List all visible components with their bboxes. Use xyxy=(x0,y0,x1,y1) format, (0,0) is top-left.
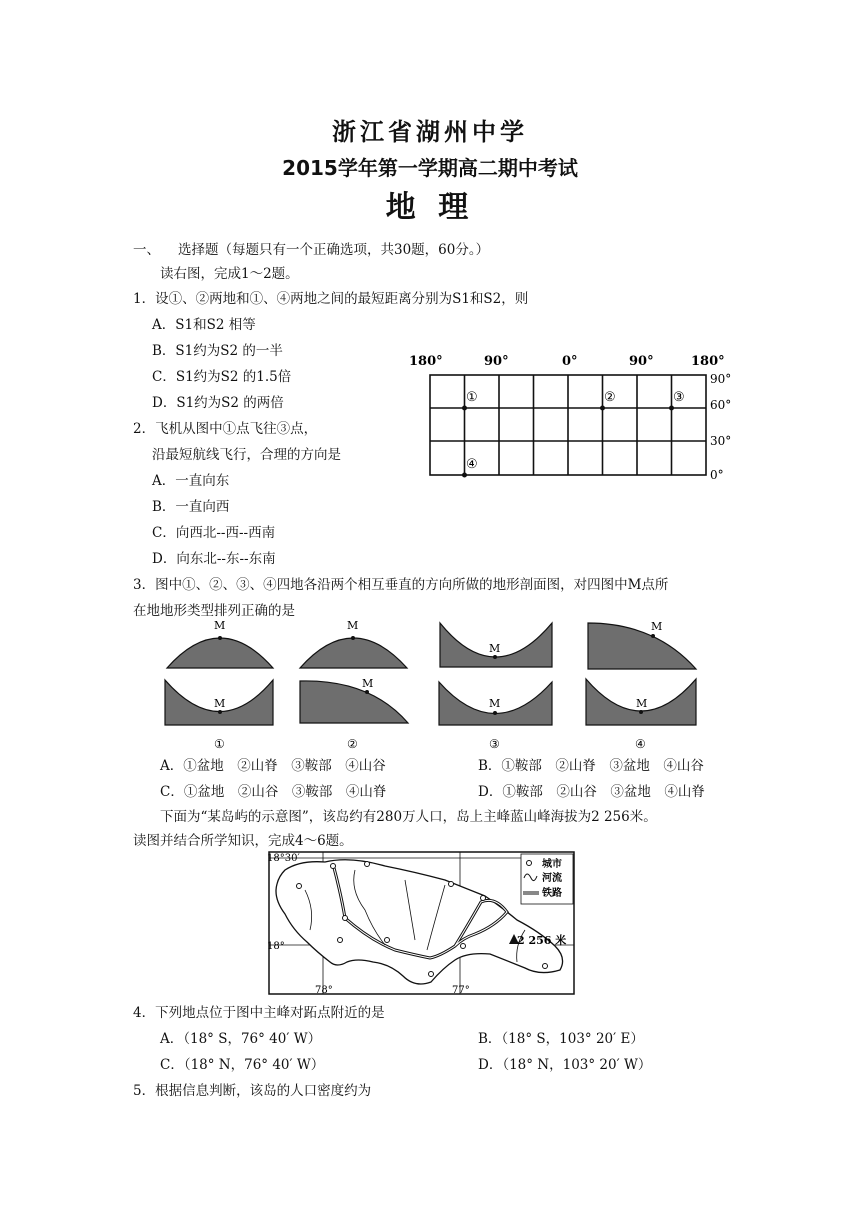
point-4-label: ④ xyxy=(466,457,478,472)
q1-option-b: B．S1约为S2 的一半 xyxy=(152,343,283,359)
section-title: 选择题（每题只有一个正确选项，共30题，60分。） xyxy=(178,242,490,258)
m-label: M xyxy=(347,619,359,632)
profile-4-top xyxy=(588,623,696,669)
lon-label: 78° xyxy=(315,985,333,996)
subject-title: 地 理 xyxy=(385,190,475,225)
grid-right-label: 60° xyxy=(710,398,732,412)
m-point xyxy=(365,690,369,694)
m-label: M xyxy=(362,677,374,690)
q4-option-b: B．（18° S，103° 20′ E） xyxy=(478,1031,644,1047)
city-marker xyxy=(449,882,454,887)
q5-stem: 5．根据信息判断，该岛的人口密度约为 xyxy=(133,1083,372,1099)
m-point xyxy=(351,636,355,640)
city-marker xyxy=(365,862,370,867)
q3-option-b: B．①鞍部 ②山脊 ③盆地 ④山谷 xyxy=(478,758,704,774)
legend-railway-label: 铁路 xyxy=(542,888,562,899)
q2-option-c: C．向西北--西--西南 xyxy=(152,525,276,541)
lat-lon-grid-figure xyxy=(405,345,750,485)
m-label: M xyxy=(214,697,226,710)
q4-option-a: A．（18° S，76° 40′ W） xyxy=(160,1031,322,1047)
grid-top-label: 90° xyxy=(484,354,509,369)
city-marker xyxy=(297,884,302,889)
m-point xyxy=(218,636,222,640)
profile-1-top xyxy=(167,638,273,668)
q4-stem: 4．下列地点位于图中主峰对跖点附近的是 xyxy=(133,1005,385,1021)
profile-1-label: ① xyxy=(214,737,225,751)
city-marker xyxy=(338,938,343,943)
point-3-dot xyxy=(669,406,674,411)
grid-right-label: 90° xyxy=(710,372,732,386)
point-3-label: ③ xyxy=(673,390,685,405)
island-intro-1: 下面为“某岛屿的示意图”，该岛约有280万人口，岛上主峰蓝山峰海拔为2 256米。 xyxy=(160,809,657,825)
legend-city-icon xyxy=(527,861,532,866)
city-marker xyxy=(385,938,390,943)
city-marker xyxy=(343,916,348,921)
island-intro-2: 读图并结合所学知识，完成4～6题。 xyxy=(133,833,353,849)
profile-2-label: ② xyxy=(347,737,358,751)
m-point xyxy=(493,655,497,659)
q4-option-d: D．（18° N，103° 20′ W） xyxy=(478,1057,652,1073)
q1-option-c: C．S1约为S2 的1.5倍 xyxy=(152,369,292,385)
profile-4-label: ④ xyxy=(635,737,646,751)
m-point xyxy=(651,634,655,638)
q3-stem-2: 在地地形类型排列正确的是 xyxy=(133,603,295,619)
lat-label: 18° xyxy=(267,941,285,952)
island-outline xyxy=(276,860,563,984)
lat-label: 18°30′ xyxy=(267,853,300,864)
m-point xyxy=(493,711,497,715)
point-4-dot xyxy=(462,473,467,478)
m-label: M xyxy=(489,642,501,655)
q2-stem-1: 2．飞机从图中①点飞往③点， xyxy=(133,421,318,437)
profile-2-top xyxy=(300,638,407,668)
q1-option-a: A．S1和S2 相等 xyxy=(152,317,256,333)
grid-top-label: 90° xyxy=(629,354,654,369)
section-intro: 读右图，完成1～2题。 xyxy=(160,266,299,282)
island-map-figure xyxy=(255,850,590,1000)
city-marker xyxy=(461,944,466,949)
lon-label: 77° xyxy=(452,985,470,996)
legend-city-label: 城市 xyxy=(542,859,562,870)
m-label: M xyxy=(214,619,226,632)
section-number: 一、 xyxy=(133,242,160,258)
city-marker xyxy=(481,896,486,901)
grid-top-label: 0° xyxy=(562,354,578,369)
point-1-label: ① xyxy=(466,390,478,405)
profile-3-label: ③ xyxy=(489,737,500,751)
terrain-profiles-figure xyxy=(155,615,715,755)
q2-stem-2: 沿最短航线飞行，合理的方向是 xyxy=(152,447,341,463)
q2-option-a: A．一直向东 xyxy=(152,473,230,489)
q3-option-d: D．①鞍部 ②山谷 ③盆地 ④山脊 xyxy=(478,784,705,800)
m-point xyxy=(639,710,643,714)
m-label: M xyxy=(489,697,501,710)
school-title: 浙江省湖州中学 xyxy=(332,118,528,146)
peak-label: 2 256 米 xyxy=(517,934,567,947)
point-2-label: ② xyxy=(604,390,616,405)
q1-option-d: D．S1约为S2 的两倍 xyxy=(152,395,284,411)
grid-top-label: 180° xyxy=(409,354,443,369)
point-2-dot xyxy=(600,406,605,411)
grid-right-label: 30° xyxy=(710,434,732,448)
q3-stem-1: 3．图中①、②、③、④四地各沿两个相互垂直的方向所做的地形剖面图，对四图中M点所 xyxy=(133,577,669,593)
m-label: M xyxy=(636,697,648,710)
city-marker xyxy=(331,864,336,869)
city-marker xyxy=(429,972,434,977)
q3-option-c: C．①盆地 ②山谷 ③鞍部 ④山脊 xyxy=(160,784,387,800)
q2-option-b: B．一直向西 xyxy=(152,499,230,515)
m-label: M xyxy=(651,620,663,633)
grid-right-label: 0° xyxy=(710,468,724,482)
exam-title: 2015学年第一学期高二期中考试 xyxy=(282,156,578,180)
point-1-dot xyxy=(462,406,467,411)
profile-2-bottom xyxy=(300,681,408,723)
grid-top-label: 180° xyxy=(691,354,725,369)
city-marker xyxy=(543,964,548,969)
q1-stem: 1．设①、②两地和①、④两地之间的最短距离分别为S1和S2，则 xyxy=(133,291,529,307)
q2-option-d: D．向东北--东--东南 xyxy=(152,551,276,567)
q4-option-c: C．（18° N，76° 40′ W） xyxy=(160,1057,325,1073)
m-point xyxy=(218,710,222,714)
q3-option-a: A．①盆地 ②山脊 ③鞍部 ④山谷 xyxy=(160,758,386,774)
legend-river-label: 河流 xyxy=(542,873,562,884)
